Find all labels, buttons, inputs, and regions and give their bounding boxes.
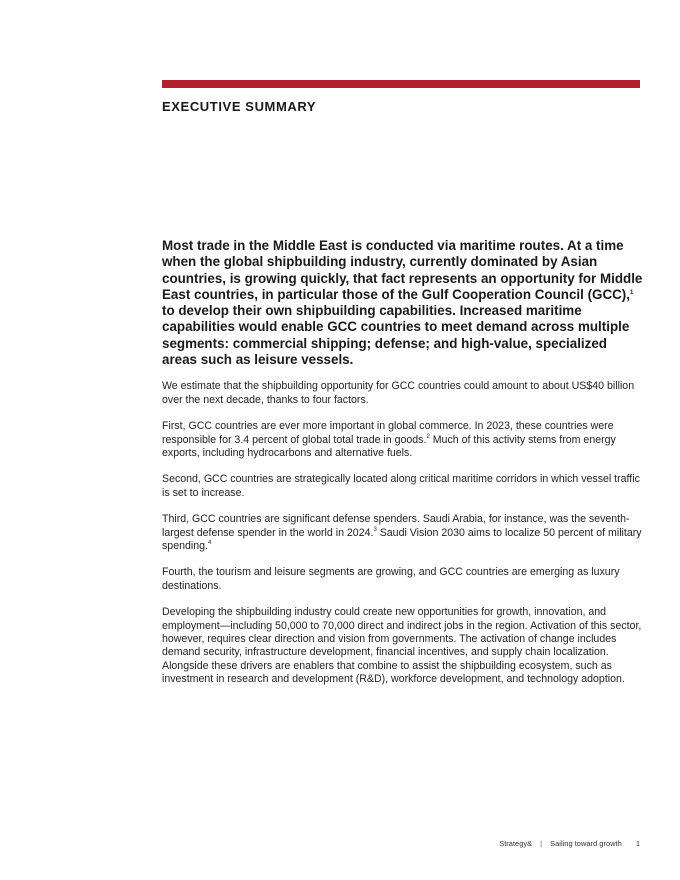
paragraph-developing: Developing the shipbuilding industry could create new opportunities for growth, innovation, and employment—including 50,000 to 70,000 direct and indirect jobs in the region. Activation of this sector, however, requires clear direction and vision from governments. The activation of change includes demand security, infrastructure development, financial incentives, and supply chain localization. Alongside these drivers are enablers that combine to assist the shipbuilding ecosystem, such as investment in research and development (R&D), workforce development, and technology adoption. xyxy=(162,606,642,686)
footnote-ref-1[interactable]: 1 xyxy=(629,289,634,296)
footnote-ref-3[interactable]: 3 xyxy=(373,526,377,533)
first-factor-part2: Much of this activity stems from energy exports, including hydrocarbons and alternative fuels. xyxy=(162,433,616,459)
paragraph-fourth-factor: Fourth, the tourism and leisure segments are growing, and GCC countries are emerging as luxury destinations. xyxy=(162,566,620,592)
paragraph-estimate: We estimate that the shipbuilding opportunity for GCC countries could amount to about US$40 billion over the next decade, thanks to four factors. xyxy=(162,380,635,406)
page-footer xyxy=(499,839,640,848)
footnote-ref-4[interactable]: 4 xyxy=(207,540,212,547)
body-column xyxy=(162,238,644,700)
paragraph-first-factor xyxy=(162,420,644,460)
lead-paragraph xyxy=(162,238,644,368)
section-heading: EXECUTIVE SUMMARY xyxy=(162,99,317,114)
lead-text-part2: to develop their own shipbuilding capabilities. Increased maritime capabilities would enable GCC countries to meet demand across multiple segments: commercial shipping; defense; and high-value, specialized areas such as leisure vessels. xyxy=(162,303,630,368)
footnote-ref-2[interactable]: 2 xyxy=(426,433,430,440)
paragraph-third-factor xyxy=(162,513,644,553)
third-factor-part1: Third, GCC countries are significant defense spenders. Saudi Arabia, for instance, was the seventh-largest defense spender in the world in 2024. xyxy=(162,513,630,539)
paragraph-second-factor: Second, GCC countries are strategically located along critical maritime corridors in which vessel traffic is set to increase. xyxy=(162,473,640,499)
footer-divider: | xyxy=(540,839,543,848)
header-accent-rule xyxy=(162,80,640,88)
third-factor-part2: Saudi Vision 2030 aims to localize 50 percent of military spending. xyxy=(162,526,642,553)
footer-brand: Strategy& xyxy=(499,839,533,848)
footer-publication-title: Sailing toward growth xyxy=(550,839,622,848)
page-number: 1 xyxy=(635,839,640,848)
lead-text-part1: Most trade in the Middle East is conducted via maritime routes. At a time when the global shipbuilding industry, currently dominated by Asian countries, is growing quickly, that fact represents an opportunity for Middle East countries, in particular those of the Gulf Cooperation Council (GCC), xyxy=(162,238,643,302)
first-factor-part1: First, GCC countries are ever more important in global commerce. In 2023, these countries were responsible for 3.4 percent of global total trade in goods. xyxy=(162,420,614,446)
